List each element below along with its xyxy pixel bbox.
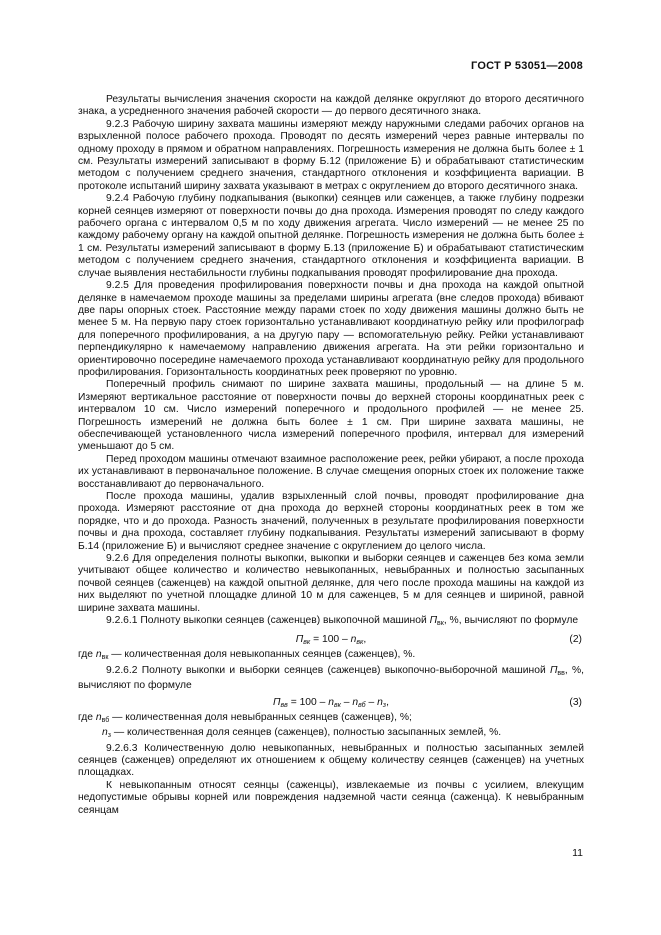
formula-3-number: (3): [569, 696, 582, 708]
formula-3-expression: $П_{вв} = 100 - n_{вк} - n_{вб} - n_з$,: [273, 696, 389, 709]
formula-2: [78, 630, 584, 649]
paragraph-cross-profile: Поперечный профиль снимают по ширине захвата машины, продольный — на длине 5 м. Измеряют вертикальное расстояние от поверхности почвы до верхней стороны координатных реек с интервалом 10 см. Число измерений поперечного и продольного профилей — не менее 25. Погрешность измерений не должна быть более ± 1 см. При ширине захвата машины, не обеспечивающей установленного числа измерений поперечного профиля, интервал для измерений уменьшают до 5 см.: [78, 379, 584, 453]
document-body: [78, 94, 584, 817]
formula-2-expression: $П_{вк} = 100 - n_{вк}$,: [295, 634, 367, 647]
paragraph-unexcavated: К невыкопанным относят сеянцы (саженцы), извлекаемые из почвы с усилием, влекущим недопустимые обрывы корней или повреждения надземной части сеянца (саженца). К невыбранным сеянцам: [78, 779, 584, 816]
document-id-header: ГОСТ Р 53051—2008: [471, 60, 583, 72]
page-number: 11: [572, 847, 583, 859]
formula-2-number: (2): [569, 634, 582, 646]
formula-3-where-1: где $n_{вб}$ — количественная доля невыбранных сеянцев (саженцев), %;: [78, 711, 412, 724]
paragraph-9-2-4: 9.2.4 Рабочую глубину подкапывания (выкопки) сеянцев или саженцев, а также глубину подрезки корней сеянцев измеряют от поверхности почвы до дна прохода. Измерения проводят по следу каждого рабочего органа с интервалом 0,5 м по ходу движения агрегата. Число измерений — не менее 25 по каждому рабочему органу на каждой опытной делянке. Погрешность измерения не должна быть более ± 1 см. Результаты измерений записывают в форму Б.13 (приложение Б) и обрабатывают статистическим методом с получением среднего значения, стандартного отклонения и коэффициента вариации. В случае выявления нестабильности глубины подкапывания проводят профилирование дна прохода.: [78, 193, 584, 279]
paragraph-9-2-6-2: 9.2.6.2 Полноту выкопки и выборки сеянцев (саженцев) выкопочно-выборочной машиной $П_{вв}$, %, вычисляют по формуле: [78, 664, 584, 692]
paragraph-9-2-6: 9.2.6 Для определения полноты выкопки, выкопки и выборки сеянцев и саженцев без кома земли учитывают общее количество и количество невыкопанных, невыбранных и полностью засыпанных почвой сеянцев (саженцев) на каждой опытной делянке, для чего после прохода машины на каждой из них выделяют по учетной площадке длиной 10 м для саженцев, 5 м для сеянцев и шириной, равной ширине захвата машины.: [78, 553, 584, 614]
paragraph-before-pass: Перед проходом машины отмечают взаимное расположение реек, рейки убирают, а после прохода их устанавливают в первоначальное положение. В случае смещения опорных стоек их положение также восстанавливают до первоначального.: [78, 453, 584, 490]
paragraph-9-2-3: 9.2.3 Рабочую ширину захвата машины измеряют между наружными следами рабочих органов на взрыхленной полосе рабочего прохода. Проводят по десять измерений через равные интервалы по одному проходу в прямом и обратном направлениях. Погрешность измерения не должна быть более ± 1 см. Результаты измерений записывают в форму Б.12 (приложение Б) и обрабатывают статистическим методом с получением среднего значения, стандартного отклонения и коэффициента вариации. В протоколе испытаний ширину захвата указывают в метрах с округлением до второго десятичного знака.: [78, 118, 584, 192]
paragraph-after-pass: После прохода машины, удалив взрыхленный слой почвы, проводят профилирование дна прохода. Измеряют расстояние от дна прохода до верхней стороны координатных реек в том же порядке, что и до прохода. Разность значений, полученных в результате профилирования поверхности почвы и дна прохода, составляет глубину подкапывания. Результаты измерений записывают в форму Б.14 (приложение Б) и вычисляют среднее значение с округлением до целого числа.: [78, 491, 584, 552]
paragraph-9-2-6-3: 9.2.6.3 Количественную долю невыкопанных, невыбранных и полностью засыпанных землей сеянцев (саженцев) определяют их отношением к общему количеству сеянцев (саженцев) на учетных площадках.: [78, 742, 584, 779]
formula-3-where-2: $n_з$ — количественная доля сеянцев (саженцев), полностью засыпанных землей, %.: [102, 727, 502, 740]
formula-3: [78, 693, 584, 712]
paragraph-9-2-5: 9.2.5 Для проведения профилирования поверхности почвы и дна прохода на каждой опытной делянке в намечаемом проходе машины за пределами ширины агрегата (вне следов прохода) вбивают две пары опорных стоек. Расстояние между парами стоек по ходу движения машины должно быть не менее 5 м. На первую пару стоек горизонтально устанавливают координатную рейку или профилограф для поперечного профилирования, а на другую пару — вспомогательную рейку. Рейки устанавливают перпендикулярно к намечаемому направлению движения агрегата. На эти рейки горизонтально и ориентировочно посередине намечаемого прохода устанавливают координатную рейку для продольного профилирования. Горизонтальность координатных реек проверяют по уровню.: [78, 280, 584, 378]
paragraph-9-2-6-1: 9.2.6.1 Полноту выкопки сеянцев (саженцев) выкопочной машиной $П_{вк}$, %, вычисляют по формуле: [106, 615, 579, 628]
formula-2-where: где $n_{вк}$ — количественная доля невыкопанных сеянцев (саженцев), %.: [78, 649, 416, 662]
paragraph-speed-rounding: Результаты вычисления значения скорости на каждой делянке округляют до второго десятичного знака, а усредненного значения рабочей скорости — до первого десятичного знака.: [78, 94, 584, 118]
